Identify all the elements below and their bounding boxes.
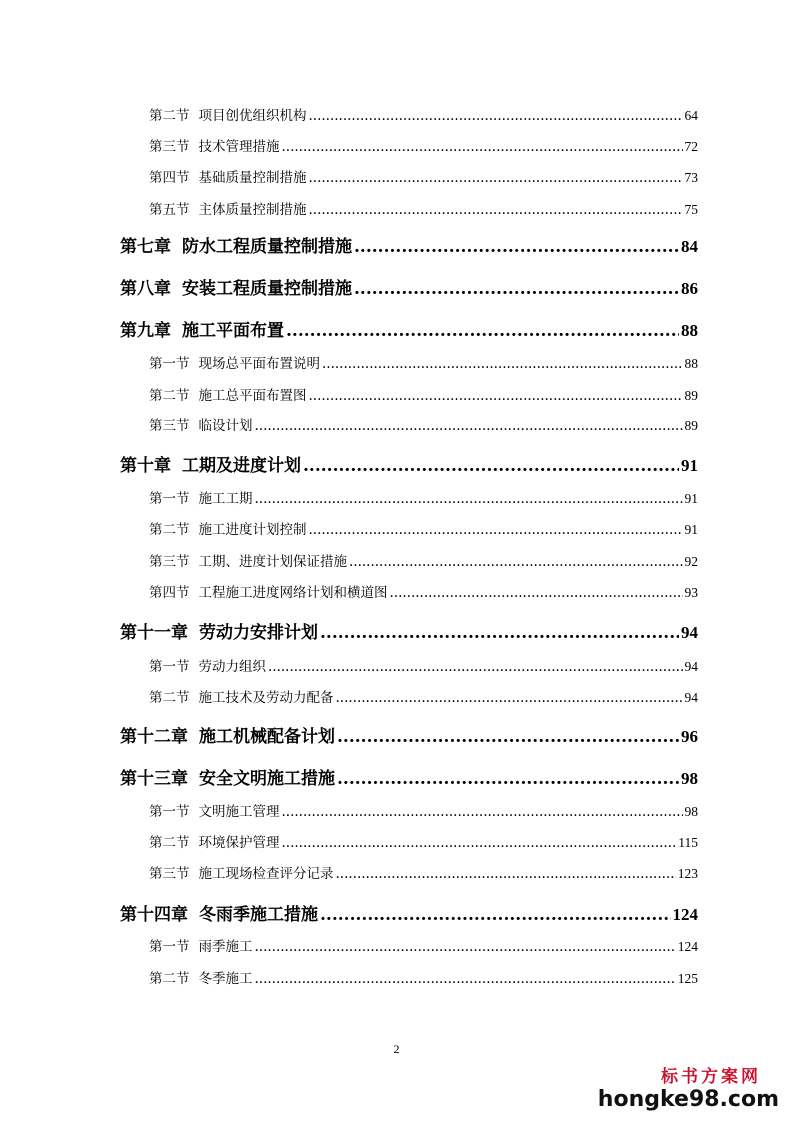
toc-entry-label xyxy=(149,655,266,675)
toc-entry-title: 项目创优组织机构 xyxy=(198,108,307,124)
toc-dot-leader xyxy=(282,139,683,155)
toc-section-entry xyxy=(149,831,698,851)
toc-dot-leader xyxy=(255,418,683,434)
toc-section-entry xyxy=(149,550,698,570)
toc-page-number: 73 xyxy=(684,170,698,185)
toc-page-number: 124 xyxy=(672,905,698,924)
toc-entry-number: 第四节 xyxy=(149,170,190,186)
toc-entry-title: 施工机械配备计划 xyxy=(199,727,335,747)
toc-dot-leader xyxy=(336,690,683,706)
toc-entry-number: 第三节 xyxy=(149,554,190,570)
toc-page-number: 91 xyxy=(684,522,698,537)
toc-entry-number: 第二节 xyxy=(149,690,190,706)
toc-dot-leader xyxy=(255,971,676,987)
toc-section-entry xyxy=(149,655,698,675)
watermark-text-cn: 标书方案网 xyxy=(661,1067,761,1087)
toc-entry-title: 工程施工进度网络计划和横道图 xyxy=(198,585,388,601)
toc-entry-number: 第一节 xyxy=(149,939,190,955)
toc-page-number: 89 xyxy=(684,388,698,403)
toc-section-entry xyxy=(149,198,698,218)
toc-dot-leader xyxy=(255,939,676,955)
toc-entry-label xyxy=(149,352,320,372)
toc-dot-leader xyxy=(390,585,683,601)
toc-chapter-entry xyxy=(120,900,698,925)
toc-entry-number: 第十一章 xyxy=(120,623,188,643)
toc-dot-leader xyxy=(303,456,679,476)
toc-section-entry xyxy=(149,384,698,404)
toc-entry-title: 安装工程质量控制措施 xyxy=(182,279,352,299)
toc-chapter-entry xyxy=(120,451,698,476)
toc-entry-title: 文明施工管理 xyxy=(198,804,280,820)
toc-entry-label xyxy=(149,414,253,434)
toc-entry-number: 第九章 xyxy=(120,321,171,341)
toc-section-entry xyxy=(149,352,698,372)
toc-entry-number: 第一节 xyxy=(149,659,190,675)
toc-dot-leader xyxy=(349,554,683,570)
toc-entry-title: 施工技术及劳动力配备 xyxy=(198,690,334,706)
toc-entry-number: 第三节 xyxy=(149,866,190,882)
toc-entry-title: 雨季施工 xyxy=(198,939,253,955)
toc-page-number: 91 xyxy=(684,491,698,506)
toc-entry-title: 施工进度计划控制 xyxy=(198,522,307,538)
toc-entry-number: 第一节 xyxy=(149,804,190,820)
watermark-logo xyxy=(598,1062,779,1112)
toc-entry-title: 基础质量控制措施 xyxy=(198,170,307,186)
toc-entry-number: 第二节 xyxy=(149,108,190,124)
toc-entry-title: 技术管理措施 xyxy=(198,139,280,155)
toc-page-number: 91 xyxy=(681,456,698,475)
toc-entry-title: 施工现场检查评分记录 xyxy=(198,866,334,882)
toc-dot-leader xyxy=(354,279,679,299)
toc-entry-title: 施工平面布置 xyxy=(182,321,284,341)
toc-dot-leader xyxy=(320,623,679,643)
toc-dot-leader xyxy=(309,108,683,124)
toc-entry-label xyxy=(120,451,301,476)
toc-page-number: 88 xyxy=(684,356,698,371)
toc-page-number: 84 xyxy=(681,237,698,256)
toc-entry-title: 环境保护管理 xyxy=(198,835,280,851)
toc-entry-label xyxy=(149,550,347,570)
toc-dot-leader xyxy=(320,905,671,925)
toc-entry-label xyxy=(120,316,284,341)
toc-entry-number: 第十四章 xyxy=(120,905,188,925)
toc-dot-leader xyxy=(309,522,683,538)
toc-section-entry xyxy=(149,135,698,155)
toc-chapter-entry xyxy=(120,764,698,789)
toc-page-number: 94 xyxy=(684,690,698,705)
toc-entry-number: 第一节 xyxy=(149,491,190,507)
toc-entry-label xyxy=(149,967,253,987)
toc-page-number: 98 xyxy=(681,769,698,788)
toc-section-entry xyxy=(149,862,698,882)
toc-entry-label xyxy=(149,935,253,955)
toc-dot-leader xyxy=(354,237,679,257)
toc-section-entry xyxy=(149,967,698,987)
toc-section-entry xyxy=(149,487,698,507)
toc-dot-leader xyxy=(309,202,683,218)
toc-section-entry xyxy=(149,414,698,434)
toc-entry-label xyxy=(120,722,335,747)
toc-dot-leader xyxy=(282,804,683,820)
toc-entry-title: 施工工期 xyxy=(198,491,253,507)
toc-page-number: 98 xyxy=(684,804,698,819)
toc-entry-label xyxy=(149,384,307,404)
toc-dot-leader xyxy=(309,170,683,186)
toc-page-number: 123 xyxy=(677,866,698,881)
toc-entry-title: 主体质量控制措施 xyxy=(198,202,307,218)
toc-entry-label xyxy=(149,487,253,507)
toc-entry-title: 工期及进度计划 xyxy=(182,456,301,476)
toc-entry-title: 防水工程质量控制措施 xyxy=(182,237,352,257)
toc-entry-label xyxy=(149,686,334,706)
toc-entry-number: 第十二章 xyxy=(120,727,188,747)
toc-entry-label xyxy=(149,198,307,218)
toc-page-number: 64 xyxy=(684,108,698,123)
toc-page-number: 93 xyxy=(684,585,698,600)
toc-dot-leader xyxy=(309,388,683,404)
toc-entry-label xyxy=(120,618,318,643)
toc-page-number: 115 xyxy=(678,835,698,850)
toc-section-entry xyxy=(149,686,698,706)
toc-entry-label xyxy=(149,862,334,882)
toc-section-entry xyxy=(149,518,698,538)
toc-entry-number: 第四节 xyxy=(149,585,190,601)
watermark-text-en: hongke98.com xyxy=(597,1087,779,1112)
toc-entry-number: 第十章 xyxy=(120,456,171,476)
toc-entry-number: 第二节 xyxy=(149,971,190,987)
toc-page-number: 89 xyxy=(684,418,698,433)
toc-entry-title: 冬季施工 xyxy=(198,971,253,987)
toc-section-entry xyxy=(149,800,698,820)
toc-entry-title: 劳动力安排计划 xyxy=(199,623,318,643)
toc-dot-leader xyxy=(255,491,683,507)
toc-entry-number: 第二节 xyxy=(149,835,190,851)
toc-entry-label xyxy=(149,166,307,186)
toc-page-number: 92 xyxy=(684,554,698,569)
toc-entry-number: 第二节 xyxy=(149,522,190,538)
toc-entry-title: 临设计划 xyxy=(198,418,253,434)
toc-dot-leader xyxy=(282,835,677,851)
toc-dot-leader xyxy=(337,769,679,789)
toc-entry-label xyxy=(149,135,280,155)
toc-entry-label xyxy=(149,800,280,820)
toc-entry-label xyxy=(149,581,388,601)
toc-entry-number: 第三节 xyxy=(149,418,190,434)
toc-dot-leader xyxy=(268,659,683,675)
toc-dot-leader xyxy=(322,356,683,372)
toc-entry-label xyxy=(149,831,280,851)
toc-page-number: 88 xyxy=(681,321,698,340)
toc-chapter-entry xyxy=(120,232,698,257)
toc-section-entry xyxy=(149,581,698,601)
toc-entry-label xyxy=(149,518,307,538)
toc-entry-number: 第八章 xyxy=(120,279,171,299)
toc-entry-title: 施工总平面布置图 xyxy=(198,388,307,404)
toc-dot-leader xyxy=(337,727,679,747)
toc-entry-number: 第二节 xyxy=(149,388,190,404)
toc-entry-number: 第一节 xyxy=(149,356,190,372)
toc-entry-title: 冬雨季施工措施 xyxy=(199,905,318,925)
toc-entry-number: 第五节 xyxy=(149,202,190,218)
toc-page-number: 75 xyxy=(684,202,698,217)
toc-dot-leader xyxy=(336,866,676,882)
toc-entry-number: 第三节 xyxy=(149,139,190,155)
toc-page-number: 94 xyxy=(684,659,698,674)
toc-entry-title: 工期、进度计划保证措施 xyxy=(198,554,347,570)
toc-page-number: 96 xyxy=(681,727,698,746)
toc-section-entry xyxy=(149,104,698,124)
toc-entry-number: 第七章 xyxy=(120,237,171,257)
toc-entry-label xyxy=(149,104,307,124)
toc-section-entry xyxy=(149,935,698,955)
toc-entry-label xyxy=(120,764,335,789)
toc-section-entry xyxy=(149,166,698,186)
toc-chapter-entry xyxy=(120,274,698,299)
toc-chapter-entry xyxy=(120,618,698,643)
toc-chapter-entry xyxy=(120,316,698,341)
toc-entry-title: 劳动力组织 xyxy=(198,659,266,675)
toc-entry-label xyxy=(120,900,318,925)
toc-entry-title: 安全文明施工措施 xyxy=(199,769,335,789)
toc-page-number: 124 xyxy=(677,939,698,954)
toc-entry-number: 第十三章 xyxy=(120,769,188,789)
toc-entry-title: 现场总平面布置说明 xyxy=(198,356,320,372)
toc-dot-leader xyxy=(286,321,679,341)
toc-entry-label xyxy=(120,274,352,299)
toc-entry-label xyxy=(120,232,352,257)
toc-page-number: 72 xyxy=(684,139,698,154)
toc-chapter-entry xyxy=(120,722,698,747)
page-number: 2 xyxy=(393,1042,400,1056)
toc-page-number: 94 xyxy=(681,623,698,642)
toc-page-number: 125 xyxy=(677,971,698,986)
toc-page-number: 86 xyxy=(681,279,698,298)
